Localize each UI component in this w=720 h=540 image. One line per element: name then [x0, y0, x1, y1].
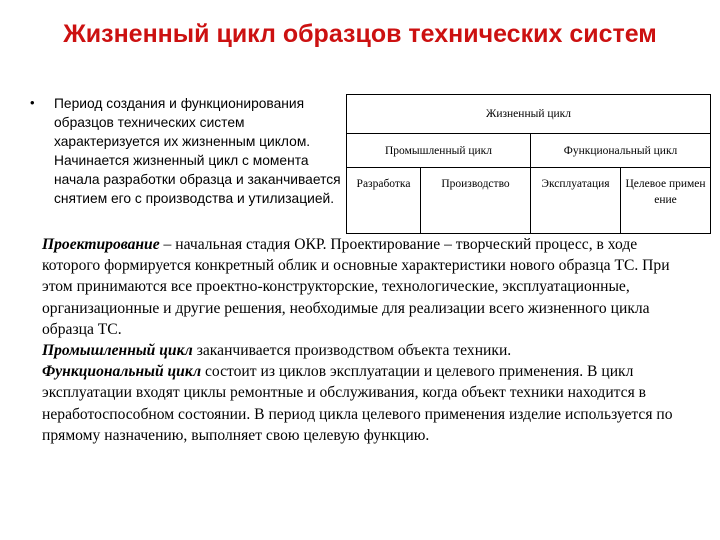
table-cell-operation: Эксплуатация [531, 168, 621, 234]
table-row [347, 168, 711, 234]
paragraph-functional [42, 361, 690, 446]
intro-bullet-text: Период создания и функционирования образцов технических систем характеризуется их жизненным циклом. Начинается жизненный цикл с момента начала разработки образца и заканчивается снятием его с производства и утилизацией. [54, 96, 341, 206]
intro-bullet [30, 94, 348, 208]
paragraph-design [42, 234, 690, 340]
term-functional-cycle: Функциональный цикл [42, 363, 202, 381]
table-cell-industrial-cycle: Промышленный цикл [347, 134, 531, 168]
table-cell-development: Разработка [347, 168, 421, 234]
paragraph-functional-text: состоит из циклов эксплуатации и целевого применения. В цикл эксплуатации входят циклы ремонтные и обслуживания, когда объект техники находится в неработоспособном состоянии. В период цикла целевого применения изделие используется по прямому назначению, выполняет свою целевую функцию. [42, 363, 673, 444]
table-cell-target-use: Целевое применение [621, 168, 711, 234]
table-cell-production: Производство [421, 168, 531, 234]
bullet-icon: • [30, 95, 35, 110]
paragraph-design-text: – начальная стадия ОКР. Проектирование – творческий процесс, в ходе которого формируется конкретный облик и основные характеристики нового образца ТС. При этом принимаются все проектно-конструкторские, технологические, эксплуатационные, организационные и другие решения, необходимые для реализации всего жизненного цикла образца ТС. [42, 236, 670, 338]
body-text [42, 234, 690, 446]
term-industrial-cycle: Промышленный цикл [42, 342, 193, 360]
table-row [347, 95, 711, 134]
table-row [347, 134, 711, 168]
life-cycle-table [346, 94, 711, 234]
table-cell-functional-cycle: Функциональный цикл [531, 134, 711, 168]
paragraph-industrial [42, 340, 690, 361]
paragraph-industrial-text: заканчивается производством объекта техники. [192, 342, 512, 360]
table-header-life-cycle: Жизненный цикл [347, 95, 711, 134]
page-title: Жизненный цикл образцов технических систем [63, 20, 657, 48]
term-design: Проектирование [42, 236, 160, 253]
